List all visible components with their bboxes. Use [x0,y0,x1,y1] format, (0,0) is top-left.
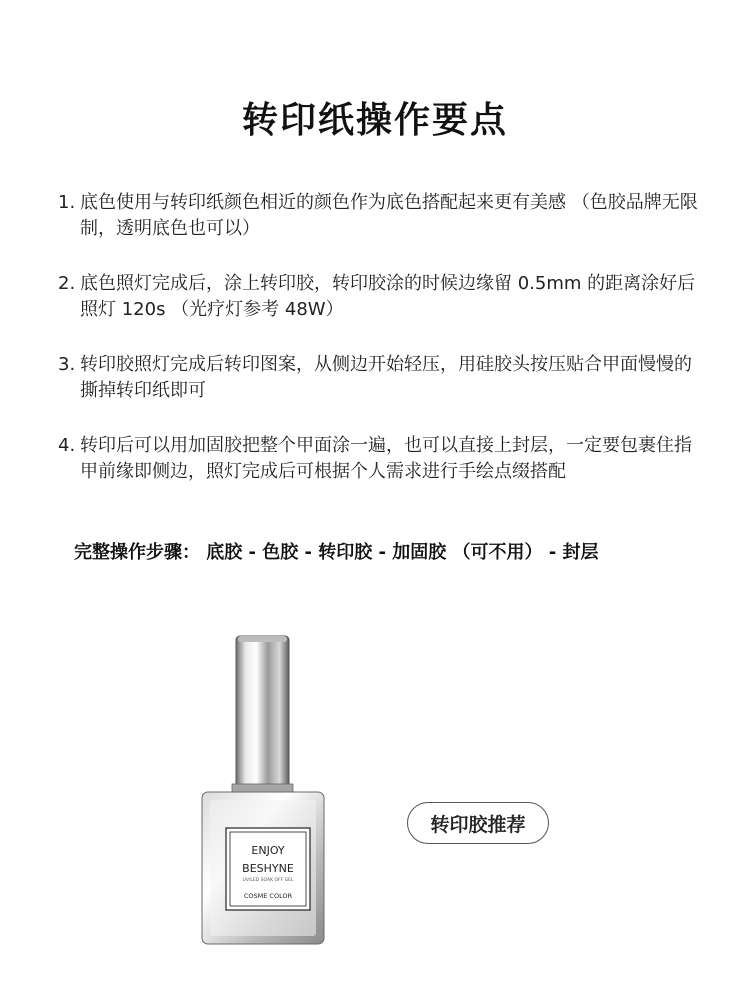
product-subtitle: UV/LED SOAK OFF GEL [242,878,294,883]
step-text: 底色照灯完成后，涂上转印胶，转印胶涂的时候边缘留 0.5mm 的距离涂好后照灯 120s （光疗灯参考 48W） [80,273,696,320]
step-number: 4. [58,435,76,456]
product-brand-line1: ENJOY [251,844,285,857]
step-text: 底色使用与转印纸颜色相近的颜色作为底色搭配起来更有美感 （色胶品牌无限制，透明底色也可以） [80,192,698,239]
recommended-gel-badge: 转印胶推荐 [407,802,549,844]
product-bottle-image [196,632,330,952]
product-brand-line2: BESHYNE [242,862,294,875]
step-number: 3. [58,354,76,375]
steps-list [58,190,698,514]
product-color-label: COSME COLOR [243,892,293,900]
gel-bottle-illustration [196,632,330,952]
step-number: 1. [58,192,76,213]
page-title: 转印纸操作要点 [241,100,508,141]
procedure-summary: 完整操作步骤： 底胶 - 色胶 - 转印胶 - 加固胶 （可不用） - 封层 [74,542,599,563]
step-text: 转印后可以用加固胶把整个甲面涂一遍，也可以直接上封层，一定要包裹住指甲前缘即侧边，照灯完成后可根据个人需求进行手绘点缀搭配 [80,435,692,482]
step-item [58,352,698,404]
step-item [58,433,698,485]
step-text: 转印胶照灯完成后转印图案，从侧边开始轻压，用硅胶头按压贴合甲面慢慢的撕掉转印纸即可 [80,354,692,401]
step-number: 2. [58,273,76,294]
step-item [58,190,698,242]
step-item [58,271,698,323]
